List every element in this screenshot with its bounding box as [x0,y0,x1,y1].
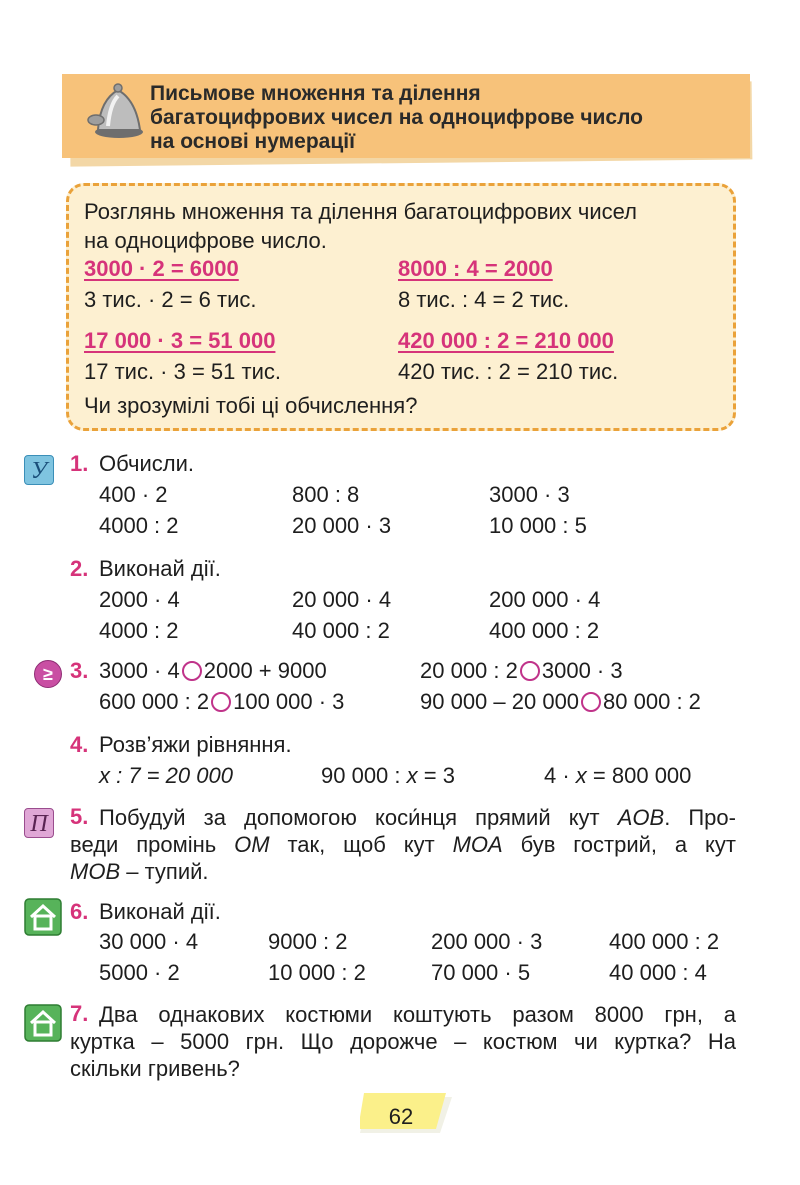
task-3-comparison-d [420,689,701,715]
example-1: 3000 · 2 = 6000 [84,256,239,281]
task-5-number: 5. [70,804,89,829]
comparison-right: 80 000 : 2 [603,689,701,714]
title-line-3: на основі нумерації [150,130,355,153]
task-6-item: 400 000 : 2 [609,929,720,954]
task-1-item: 20 000 · 3 [292,513,392,538]
equation-variable: x [406,763,418,788]
task-3-comparison-c [99,689,344,715]
comparison-circle[interactable] [211,692,231,712]
task-2-item: 200 000 · 4 [489,587,601,612]
equation-2 [321,763,455,789]
page-title [150,82,740,154]
task-2-item: 400 000 : 2 [489,618,600,643]
angle-label: MOB [70,859,121,884]
oral-task-badge [24,455,54,485]
comparison-circle[interactable] [182,661,202,681]
task-2-number: 2. [70,556,89,581]
task-2-title: Виконай дії. [99,556,221,581]
comparison-left: 20 000 : 2 [420,658,518,683]
task-4-title: Розв’яжи рівняння. [99,732,292,757]
pair-task-badge [24,808,54,838]
intro-question: Чи зрозумілі тобі ці обчислення? [84,393,418,418]
task-2-item: 2000 · 4 [99,587,180,612]
angle-label: AOB [617,805,665,830]
comparison-left: 3000 · 4 [99,658,180,683]
task-2-item: 4000 : 2 [99,618,179,643]
pair-task-letter: П [30,811,48,837]
task-2-item: 40 000 : 2 [292,618,390,643]
comparison-circle[interactable] [520,661,540,681]
task-6-number: 6. [70,899,89,924]
title-line-2: багатоцифрових чисел на одноцифрове число [150,106,643,129]
task-3-comparison-b [420,658,623,684]
equation-part: = 3 [417,763,455,788]
comparison-right: 2000 + 9000 [203,658,327,683]
task-6-item: 5000 · 2 [99,960,180,985]
comparison-circle[interactable] [581,692,601,712]
task-1-item: 400 · 2 [99,482,168,507]
task-6-item: 200 000 · 3 [431,929,543,954]
text: . Про- [664,805,736,830]
text: Побудуй за допомогою коси́нця прямий кут [99,805,618,830]
task-1-item: 3000 · 3 [489,482,570,507]
example-2: 8000 : 4 = 2000 [398,256,553,281]
example-2-explanation: 8 тис. : 4 = 2 тис. [398,287,570,312]
example-1-explanation: 3 тис. · 2 = 6 тис. [84,287,257,312]
page-number: 62 [388,1104,414,1129]
equation-1: x : 7 = 20 000 [99,763,233,788]
task-6-item: 30 000 · 4 [99,929,199,954]
task-5-line-1 [70,804,736,831]
homework-icon [24,898,62,936]
task-7-text [70,1001,736,1082]
task-6-item: 9000 : 2 [268,929,348,954]
task-7-line-2: куртка – 5000 грн. Що дорожче – костюм чи куртка? На [70,1029,736,1054]
task-6-title: Виконай дії. [99,899,221,924]
text: – тупий. [120,859,209,884]
task-7-line-3: скільки гривень? [70,1056,240,1081]
task-5-text [70,804,736,885]
title-line-1: Письмове множення та ділення [150,82,481,105]
example-3: 17 000 · 3 = 51 000 [84,328,276,353]
equation-part: 90 000 : [321,763,407,788]
intro-text-line-2: на одноцифрове число. [84,228,327,253]
angle-label: MOA [452,832,503,857]
equation-variable: x [575,763,587,788]
text: був гострий, а кут [502,832,737,857]
equation-part: 4 · [544,763,576,788]
task-1-title: Обчисли. [99,451,194,476]
compare-icon [34,660,62,688]
text: веди промінь [70,832,235,857]
task-1-item: 10 000 : 5 [489,513,587,538]
text: так, щоб кут [269,832,453,857]
task-3-comparison-a [99,658,327,684]
comparison-right: 100 000 · 3 [233,689,345,714]
comparison-right: 3000 · 3 [541,658,623,683]
ray-label: OM [234,832,270,857]
example-4: 420 000 : 2 = 210 000 [398,328,614,353]
task-2-item: 20 000 · 4 [292,587,392,612]
bell-icon [86,80,148,140]
equation-part: = 800 000 [586,763,692,788]
task-7-number: 7. [70,1001,89,1026]
task-1-number: 1. [70,451,89,476]
task-3-number: 3. [70,658,89,683]
compare-symbol: ≥ [43,664,53,684]
task-5-line-3 [70,858,736,885]
task-6-item: 10 000 : 2 [268,960,366,985]
task-6-item: 70 000 · 5 [431,960,531,985]
task-1-item: 4000 : 2 [99,513,179,538]
task-1-item: 800 : 8 [292,482,360,507]
task-6-item: 40 000 : 4 [609,960,707,985]
comparison-left: 600 000 : 2 [99,689,210,714]
task-4-number: 4. [70,732,89,757]
example-4-explanation: 420 тис. : 2 = 210 тис. [398,359,619,384]
task-5-line-2 [70,831,736,858]
oral-task-letter: У [30,458,48,484]
example-3-explanation: 17 тис. · 3 = 51 тис. [84,359,281,384]
equation-3 [544,763,691,789]
comparison-left: 90 000 – 20 000 [420,689,580,714]
homework-icon [24,1004,62,1042]
task-7-line-1: Два однакових костюми коштують разом 8000 грн, а [99,1002,736,1027]
intro-text-line-1: Розглянь множення та ділення багатоцифрових чисел [84,199,637,224]
